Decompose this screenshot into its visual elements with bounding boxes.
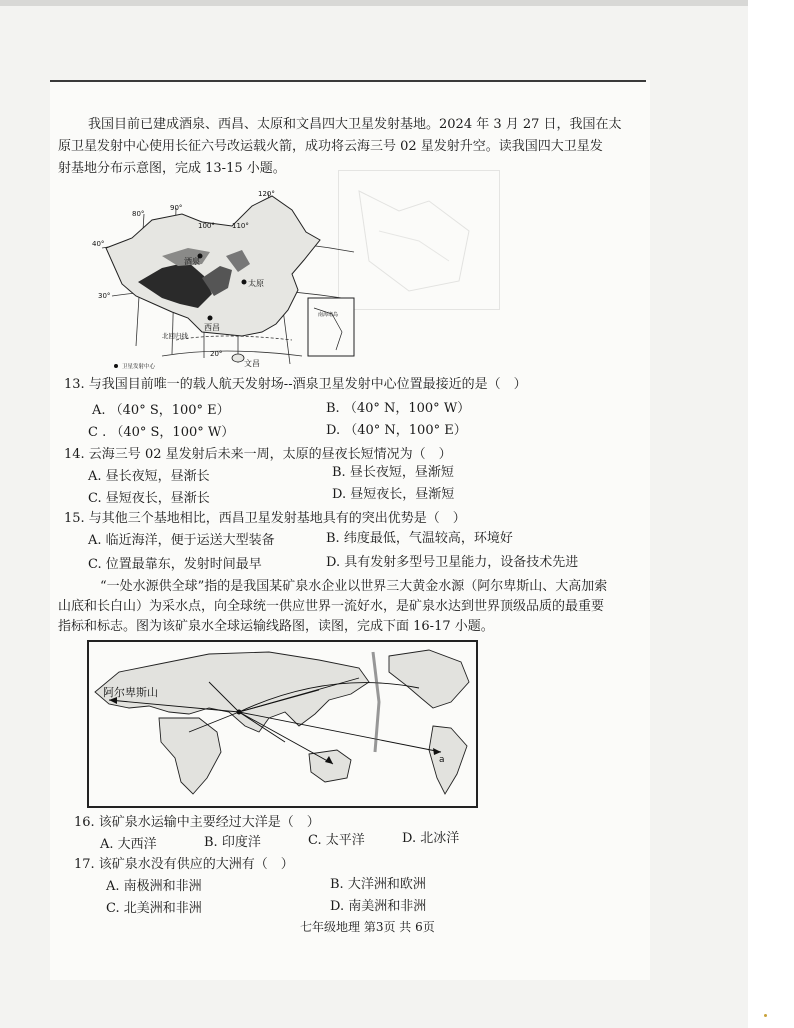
wenchang-label: 文昌 [244,359,260,368]
svg-text:20°: 20° [210,350,223,358]
q15-option-b[interactable]: B. 纬度最低，气温较高，环境好 [326,531,513,546]
world-transport-route-map [87,640,478,808]
q13-option-a[interactable]: A. （40° S，100° E） [92,403,230,418]
q13-option-d[interactable]: D. （40° N，100° E） [326,423,467,438]
q17-stem: 17. 该矿泉水没有供应的大洲有（ ） [74,857,294,872]
q17-option-b[interactable]: B. 大洋洲和欧洲 [330,877,426,892]
taiyuan-label: 太原 [248,279,264,288]
jiuquan-label: 酒泉 [184,257,200,266]
china-satellite-base-map [92,186,362,372]
point-a-label: a [439,755,445,765]
q17-option-d[interactable]: D. 南美洲和非洲 [330,899,427,914]
q15-option-a[interactable]: A. 临近海洋，便于运送大型装备 [88,533,275,548]
taiyuan-marker [242,280,247,285]
q15-stem: 15. 与其他三个基地相比，西昌卫星发射基地具有的突出优势是（ ） [64,511,466,526]
q17-option-a[interactable]: A. 南极洲和非洲 [106,879,202,894]
q16-option-c[interactable]: C. 太平洋 [308,833,365,848]
alps-label: 阿尔卑斯山 [103,686,158,699]
q16-option-b[interactable]: B. 印度洋 [204,835,261,850]
q16-option-d[interactable]: D. 北冰洋 [402,831,460,846]
scan-edge-top [0,0,748,6]
q13-option-c[interactable]: C . （40° S，100° W） [88,425,235,440]
xichang-marker [208,316,213,321]
q17-option-c[interactable]: C. 北美洲和非洲 [106,901,202,916]
q14-option-c[interactable]: C. 昼短夜长，昼渐长 [88,491,210,506]
intro2-line-3: 指标和标志。图为该矿泉水全球运输线路图，读图，完成下面 16-17 小题。 [58,619,494,634]
svg-text:40°: 40° [92,240,105,248]
q15-option-c[interactable]: C. 位置最靠东，发射时间最早 [88,557,262,572]
intro2-line-2: 山底和长白山）为采水点，向全球统一供应世界一流好水，是矿泉水达到世界顶级品质的最重要 [58,599,605,614]
q13-option-b[interactable]: B. （40° N，100° W） [326,401,471,416]
svg-text:90°: 90° [170,204,183,212]
intro2-line-1: “一处水源供全球”指的是我国某矿泉水企业以世界三大黄金水源（阿尔卑斯山、大高加索 [100,579,608,594]
svg-text:110°: 110° [232,222,249,230]
svg-text:30°: 30° [98,292,111,300]
svg-text:100°: 100° [198,222,215,230]
q14-option-d[interactable]: D. 昼短夜长，昼渐短 [332,487,455,502]
svg-text:卫星发射中心: 卫星发射中心 [122,364,156,370]
svg-text:南海诸岛: 南海诸岛 [318,312,339,318]
q14-option-b[interactable]: B. 昼长夜短，昼渐短 [332,465,454,480]
q14-stem: 14. 云海三号 02 星发射后未来一周，太原的昼夜长短情况为（ ） [64,447,452,462]
bleed-through-figure [338,170,500,310]
q16-stem: 16. 该矿泉水运输中主要经过大洋是（ ） [74,815,320,830]
svg-text:北回归线: 北回归线 [162,332,188,340]
q15-option-d[interactable]: D. 具有发射多型号卫星能力，设备技术先进 [326,555,579,570]
svg-text:120°: 120° [258,190,275,198]
scan-speck [764,1014,767,1017]
q13-stem: 13. 与我国目前唯一的载人航天发射场--酒泉卫星发射中心位置最接近的是（ ） [64,377,527,392]
intro-line-2: 原卫星发射中心使用长征六号改运载火箭，成功将云海三号 02 星发射升空。读我国四大卫星发 [58,139,603,154]
intro-line-1: 我国目前已建成酒泉、西昌、太原和文昌四大卫星发射基地。2024 年 3 月 27 日，我国在太 [88,117,622,132]
q16-option-a[interactable]: A. 大西洋 [100,837,157,852]
xichang-label: 西昌 [204,323,220,332]
page-footer: 七年级地理 第3页 共 6页 [300,920,435,934]
q14-option-a[interactable]: A. 昼长夜短，昼渐长 [88,469,210,484]
sheet-top-rule [50,80,646,82]
scan-margin-right [748,0,794,1028]
intro-line-3: 射基地分布示意图，完成 13-15 小题。 [58,161,286,176]
svg-text:80°: 80° [132,210,145,218]
